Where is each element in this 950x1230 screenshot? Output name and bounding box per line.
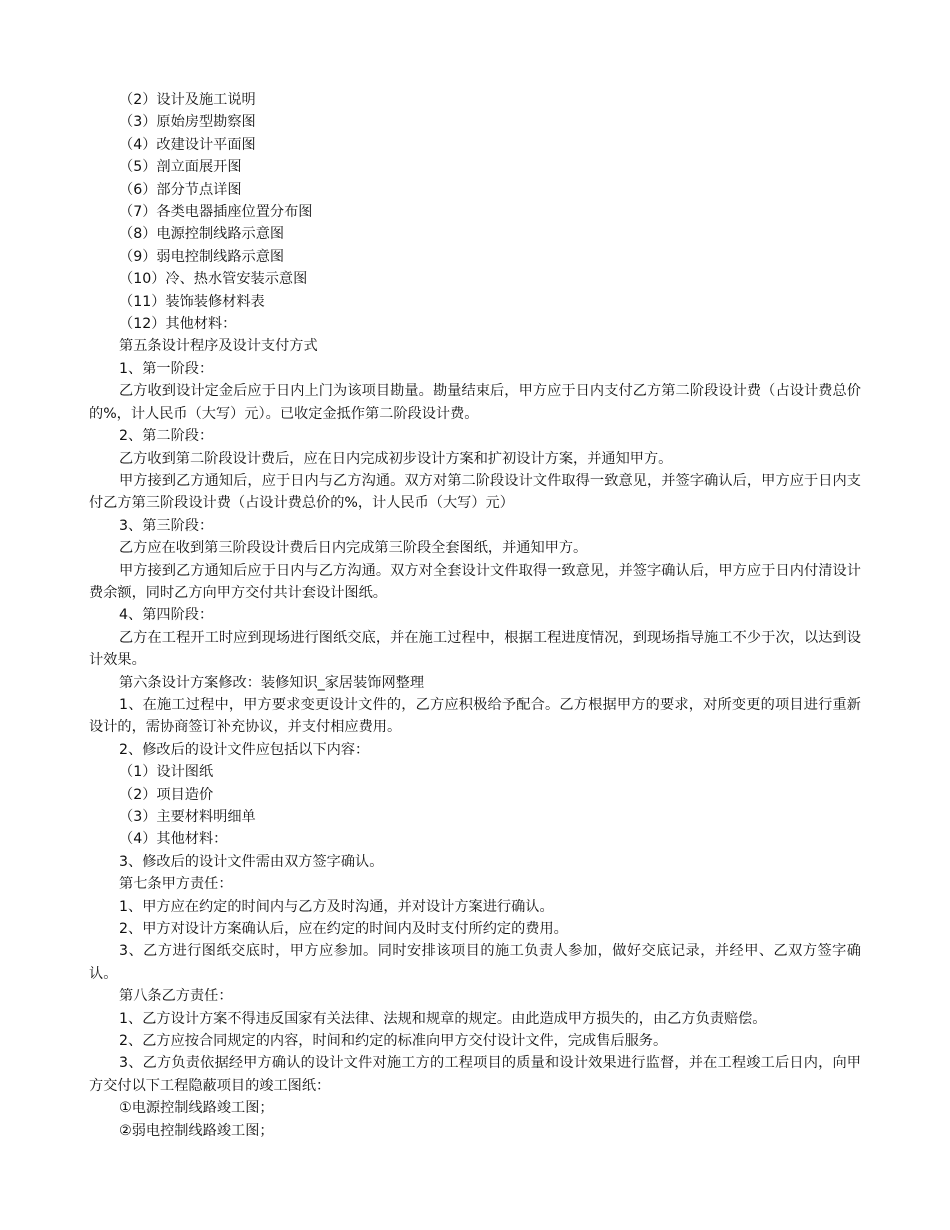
text-line: 1、第一阶段： (119, 360, 214, 377)
paragraph: 2、乙方应按合同规定的内容，时间和约定的标准向甲方交付设计文件，完成售后服务。 (119, 1033, 668, 1050)
paragraph: 乙方收到第二阶段设计费后，应在日内完成初步设计方案和扩初设计方案，并通知甲方。 (119, 450, 673, 467)
text-line: （3）原始房型勘察图 (119, 114, 256, 131)
document-body (89, 89, 861, 1142)
text-line: （11）装饰装修材料表 (119, 293, 265, 310)
text-line: （5）剖立面展开图 (119, 159, 242, 176)
text-line: （4）其他材料： (119, 831, 228, 848)
paragraph: 3、乙方负责依据经甲方确认的设计文件对施工方的工程项目的质量和设计效果进行监督，并在工程竣工后日内，向甲方交付以下工程隐蔽项目的竣工图纸： (89, 1055, 861, 1094)
text-line: 3、第三阶段： (119, 517, 214, 534)
paragraph: 甲方接到乙方通知后，应于日内与乙方沟通。双方对第二阶段设计文件取得一致意见，并签字确认后，甲方应于日内支付乙方第三阶段设计费（占设计费总价的%，计人民币（大写）元） (89, 472, 861, 512)
text-line: 第八条乙方责任： (119, 988, 233, 1005)
paragraph: 乙方应在收到第三阶段设计费后日内完成第三阶段全套图纸，并通知甲方。 (119, 540, 588, 557)
paragraph: 3、乙方进行图纸交底时，甲方应参加。同时安排该项目的施工负责人参加，做好交底记录，并经甲、乙双方签字确认。 (89, 943, 861, 982)
text-line: （2）项目造价 (119, 786, 214, 803)
text-line: ①电源控制线路竣工图； (119, 1100, 274, 1117)
text-line: （2）设计及施工说明 (119, 92, 256, 108)
text-line: （1）设计图纸 (119, 764, 214, 781)
text-line: ②弱电控制线路竣工图； (119, 1122, 274, 1139)
text-line: 第五条设计程序及设计支付方式 (119, 338, 318, 355)
text-line: （6）部分节点详图 (119, 181, 242, 198)
paragraph: 2、甲方对设计方案确认后，应在约定的时间内及时支付所约定的费用。 (119, 921, 568, 938)
text-line: （10）冷、热水管安装示意图 (119, 271, 308, 288)
paragraph: 乙方在工程开工时应到现场进行图纸交底，并在施工过程中，根据工程进度情况，到现场指导施工不少于次，以达到设计效果。 (89, 629, 861, 669)
text-line: （4）改建设计平面图 (119, 136, 256, 153)
paragraph: 乙方收到设计定金后应于日内上门为该项目勘量。勘量结束后，甲方应于日内支付乙方第二阶段设计费（占设计费总价的%，计人民币（大写）元）。已收定金抵作第二阶段设计费。 (89, 383, 861, 422)
text-line: 2、修改后的设计文件应包括以下内容： (119, 741, 370, 758)
paragraph: 1、甲方应在约定的时间内与乙方及时沟通，并对设计方案进行确认。 (119, 898, 554, 915)
text-line: 3、修改后的设计文件需由双方签字确认。 (119, 853, 384, 870)
text-line: 第七条甲方责任： (119, 876, 233, 893)
text-line: （3）主要材料明细单 (119, 809, 256, 825)
text-line: （7）各类电器插座位置分布图 (119, 204, 313, 221)
text-line: 4、第四阶段： (119, 607, 214, 624)
text-line: 第六条设计方案修改：装修知识_家居装饰网整理 (119, 674, 425, 691)
text-line: （12）其他材料： (119, 316, 237, 333)
text-line: （9）弱电控制线路示意图 (119, 248, 285, 265)
paragraph: 甲方接到乙方通知后应于日内与乙方沟通。双方对全套设计文件取得一致意见，并签字确认后，甲方应于日内付清设计费余额，同时乙方向甲方交付共计套设计图纸。 (89, 562, 861, 601)
paragraph: 1、乙方设计方案不得违反国家有关法律、法规和规章的规定。由此造成甲方损失的，由乙方负责赔偿。 (119, 1010, 767, 1027)
text-line: （8）电源控制线路示意图 (119, 226, 285, 243)
text-line: 2、第二阶段： (119, 428, 214, 445)
paragraph: 1、在施工过程中，甲方要求变更设计文件的，乙方应积极给予配合。乙方根据甲方的要求，对所变更的项目进行重新设计的，需协商签订补充协议，并支付相应费用。 (89, 696, 861, 736)
